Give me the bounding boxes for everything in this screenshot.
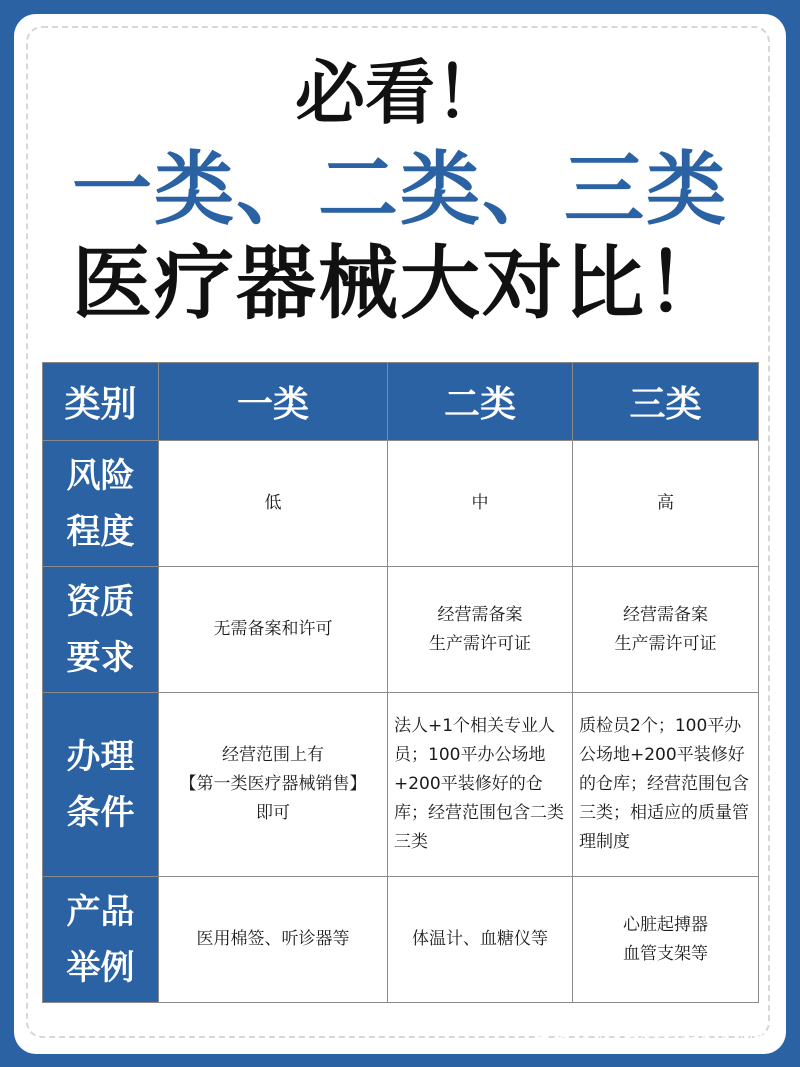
table-row-qualification bbox=[43, 567, 759, 693]
examples-class-one: 医用棉签、听诊器等 bbox=[159, 877, 388, 1003]
risk-class-three: 高 bbox=[573, 441, 759, 567]
conditions-class-three: 质检员2个；100平办公场地+200平装修好的仓库；经营范围包含三类；相适应的质量管理制度 bbox=[573, 693, 759, 877]
row-label-risk: 风险 程度 bbox=[43, 441, 159, 567]
examples-class-three: 心脏起搏器 血管支架等 bbox=[573, 877, 759, 1003]
conditions-class-two: 法人+1个相关专业人员；100平办公场地+200平装修好的仓库；经营范围包含二类三类 bbox=[388, 693, 573, 877]
row-label-examples: 产品 举例 bbox=[43, 877, 159, 1003]
risk-class-one: 低 bbox=[159, 441, 388, 567]
table-row-conditions bbox=[43, 693, 759, 877]
title-line-must-see: 必看！ bbox=[295, 52, 505, 134]
header-class-two: 二类 bbox=[388, 363, 573, 441]
header-class-one: 一类 bbox=[159, 363, 388, 441]
qualification-class-one: 无需备案和许可 bbox=[159, 567, 388, 693]
table-header-row bbox=[43, 363, 759, 441]
watermark-logo-icon bbox=[536, 1036, 550, 1050]
row-label-qualification: 资质 要求 bbox=[43, 567, 159, 693]
examples-class-two: 体温计、血糖仪等 bbox=[388, 877, 573, 1003]
qualification-class-two: 经营需备案 生产需许可证 bbox=[388, 567, 573, 693]
comparison-table bbox=[42, 362, 759, 1003]
row-label-conditions: 办理 条件 bbox=[43, 693, 159, 877]
header-class-three: 三类 bbox=[573, 363, 759, 441]
watermark bbox=[536, 1028, 774, 1055]
table-row-examples bbox=[43, 877, 759, 1003]
conditions-class-one: 经营范围上有 【第一类医疗器械销售】 即可 bbox=[159, 693, 388, 877]
table-row-risk bbox=[43, 441, 759, 567]
watermark-text: @长顺16年专注企业服务 bbox=[553, 1032, 774, 1054]
risk-class-two: 中 bbox=[388, 441, 573, 567]
header-category: 类别 bbox=[43, 363, 159, 441]
qualification-class-three: 经营需备案 生产需许可证 bbox=[573, 567, 759, 693]
title-line-comparison: 医疗器械大对比！ bbox=[72, 237, 728, 330]
title-line-categories: 一类、二类、三类 bbox=[72, 143, 728, 236]
